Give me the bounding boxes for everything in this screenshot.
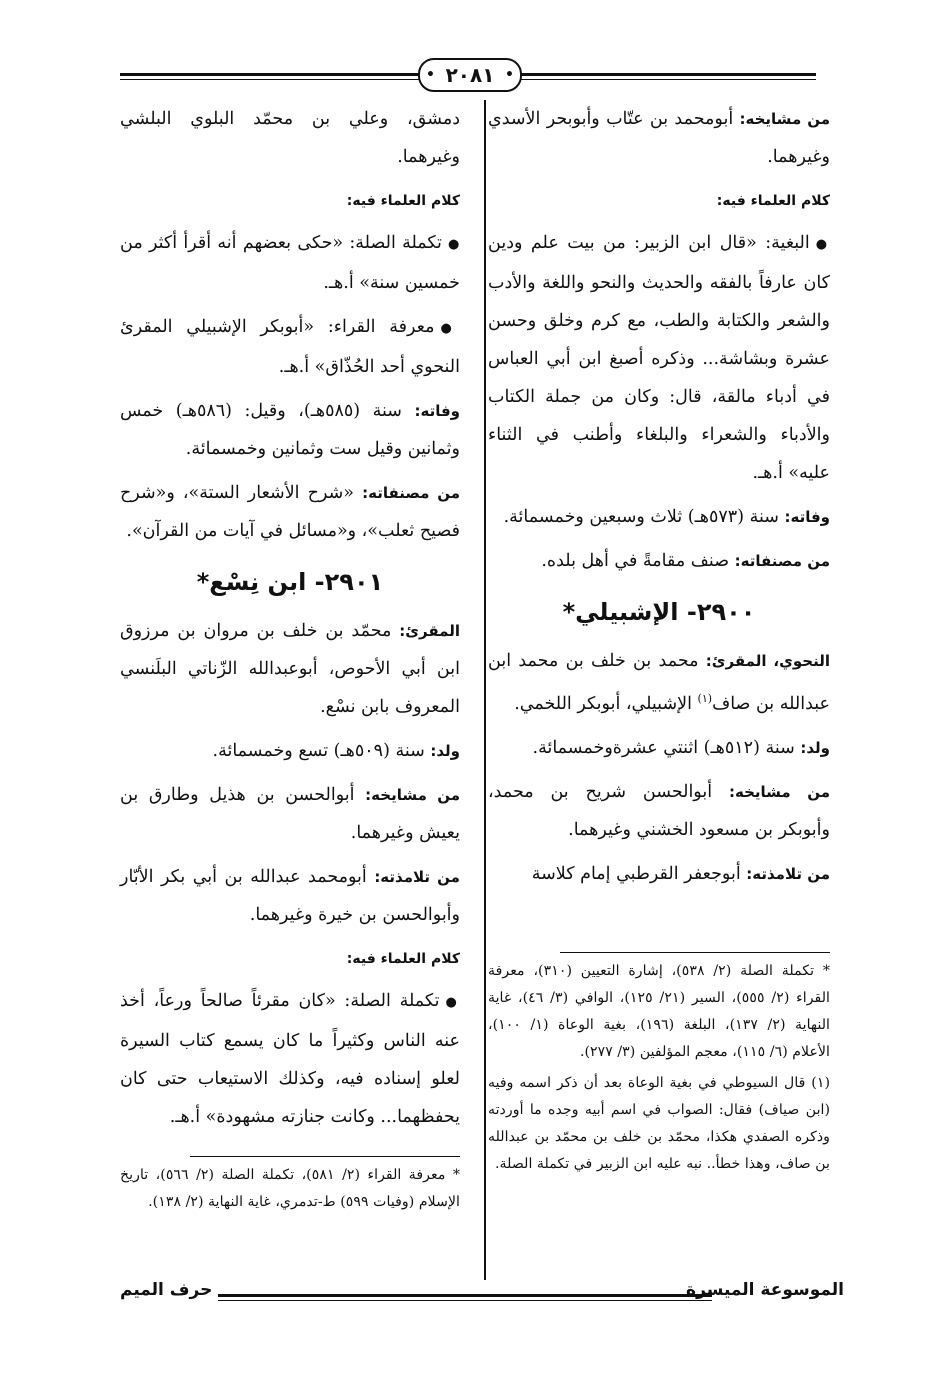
footnotes-left — [120, 1162, 460, 1220]
column-divider — [484, 100, 486, 1280]
footnote-marker: (١) — [697, 692, 713, 705]
left-column — [120, 100, 460, 1142]
footnote-right-1: * تكملة الصلة (٢/ ٥٣٨)، إشارة التعيين (٣١٠)، معرفة القراء (٢/ ٥٥٥)، السير (٢١/ ١٢٥)، الوافي (٣/ ٤٦)، غاية النهاية (٢/ ١٣٧)، البلغة (١٩٦)، بغية الوعاة (١/ ١٠٠)، الأعلام (٦/ ١١٥)، معجم المؤلفين (٣/ ٢٧٧). — [488, 963, 831, 1060]
left-p7: ولد: سنة (٥٠٩هـ) تسع وخمسمائة. — [212, 741, 460, 761]
right-p4: من مصنفاته: صنف مقامةً في أهل بلده. — [541, 551, 830, 571]
left-p10: ●تكملة الصلة: «كان مقرئاً صالحاً ورعاً، أخذ عنه الناس وكثيراً ما كان يسمع كتاب السيرة لعلو إسناده فيه، وكذلك الاستيعاب حتى كان يحفظهما... وكانت جنازته مشهودة» أ.هـ. — [120, 991, 461, 1127]
bullet-icon: ● — [440, 321, 460, 336]
footnotes-right — [488, 958, 830, 1182]
entry-heading-2900: ٢٩٠٠- الإشبيلي* — [562, 598, 756, 626]
right-p6: ولد: سنة (٥١٢هـ) اثنتي عشرةوخمسمائة. — [532, 737, 830, 758]
left-subheading-2: كلام العلماء فيه: — [346, 951, 460, 967]
right-p3: وفاته: سنة (٥٧٣هـ) ثلاث وسبعين وخمسمائة. — [503, 507, 830, 527]
footer-rule — [218, 1294, 712, 1297]
footer-section-title: حرف الميم — [120, 1280, 213, 1300]
left-subheading-1: كلام العلماء فيه: — [346, 193, 460, 209]
footer-book-title: الموسوعة الميسرة — [686, 1280, 844, 1300]
left-p2: ●تكملة الصلة: «حكى بعضهم أنه أقرأ أكثر من خمسين سنة» أ.هـ. — [120, 233, 461, 293]
left-p8: من مشايخه: أبوالحسن بن هذيل وطارق بن يعيش وغيرهما. — [120, 785, 460, 843]
header-rule-left — [120, 73, 420, 76]
right-p1: من مشايخه: أبومحمد بن عتّاب وأبوبحر الأسدي وغيرهما. — [488, 109, 830, 167]
left-p4: وفاته: سنة (٥٨٥هـ)، وقيل: (٥٨٦هـ) خمس وثمانين وقيل ست وثمانين وخمسمائة. — [120, 401, 460, 459]
left-p9: من تلامذته: أبومحمد عبدالله بن أبي بكر الأبّار وأبوالحسن بن خيرة وغيرهما. — [120, 867, 460, 925]
footnote-rule-right — [560, 952, 830, 953]
bullet-icon: ● — [815, 237, 831, 252]
left-p6: المقرئ: محمّد بن خلف بن مروان بن مرزوق ابن أبي الأحوص، أبوعبدالله الزّناتي البلَنسي المعروف بابن نسْع. — [120, 621, 460, 717]
right-subheading-1: كلام العلماء فيه: — [716, 193, 830, 209]
page-number-ornament — [0, 56, 936, 92]
right-p2: ●البغية: «قال ابن الزبير: من بيت علم ودين كان عارفاً بالفقه والحديث والنحو واللغة والأدب والشعر والكتابة والطب، مع كرم وخلق وحسن عشرة وبشاشة... وذكره أصبغ ابن أبي العباس في أدباء مالقة، قال: وكان من جملة الكتاب والأدباء والشعراء والبلغاء وأطنب في الثناء عليه» أ.هـ. — [488, 233, 831, 483]
right-column — [488, 100, 830, 899]
footnote-right-2: (١) قال السيوطي في بغية الوعاة بعد أن ذكر اسمه وفيه (ابن صياف) فقال: الصواب في اسم أبيه وجده ما أوردته وذكره الصفدي هكذا، محمّد بن خلف بن محمّد بن عبدالله بن صاف، وهذا خطأ.. نبه عليه ابن الزبير في تكملة الصلة. — [488, 1075, 830, 1172]
page-footer — [120, 1280, 844, 1310]
header-rule-right — [516, 73, 816, 76]
footnote-left-1: * معرفة القراء (٢/ ٥٨١)، تكملة الصلة (٢/ ٥٦٦)، تاريخ الإسلام (وفيات ٥٩٩) ط-تدمري، غاية النهاية (٢/ ١٣٨). — [120, 1167, 461, 1210]
right-p5: النحوي، المقرئ: محمد بن خلف بن محمد ابن عبدالله بن صاف$^{(١)}$ الإشبيلي، أبوبكر اللخمي. — [488, 651, 830, 714]
bullet-icon: ● — [445, 995, 461, 1010]
footnote-rule-left — [190, 1156, 460, 1157]
left-p3: ●معرفة القراء: «أبوبكر الإشبيلي المقرئ النحوي أحد الحُذّاق» أ.هـ. — [120, 317, 460, 377]
right-p7: من مشايخه: أبوالحسن شريح بن محمد، وأبوبكر بن مسعود الخشني وغيرهما. — [488, 781, 830, 840]
bullet-icon: ● — [447, 237, 461, 252]
right-p8: من تلامذته: أبوجعفر القرطبي إمام كلاسة — [531, 863, 830, 884]
entry-heading-2901: ٢٩٠١- ابن نِسْع* — [196, 568, 384, 596]
page-number: • ٢٠٨١ • — [418, 58, 522, 92]
left-p1: دمشق، وعلي بن محمّد البلوي البلشي وغيرهما. — [120, 109, 460, 167]
left-p5: من مصنفاته: «شرح الأشعار الستة»، و«شرح فصيح ثعلب»، و«مسائل في آيات من القرآن». — [120, 483, 460, 541]
